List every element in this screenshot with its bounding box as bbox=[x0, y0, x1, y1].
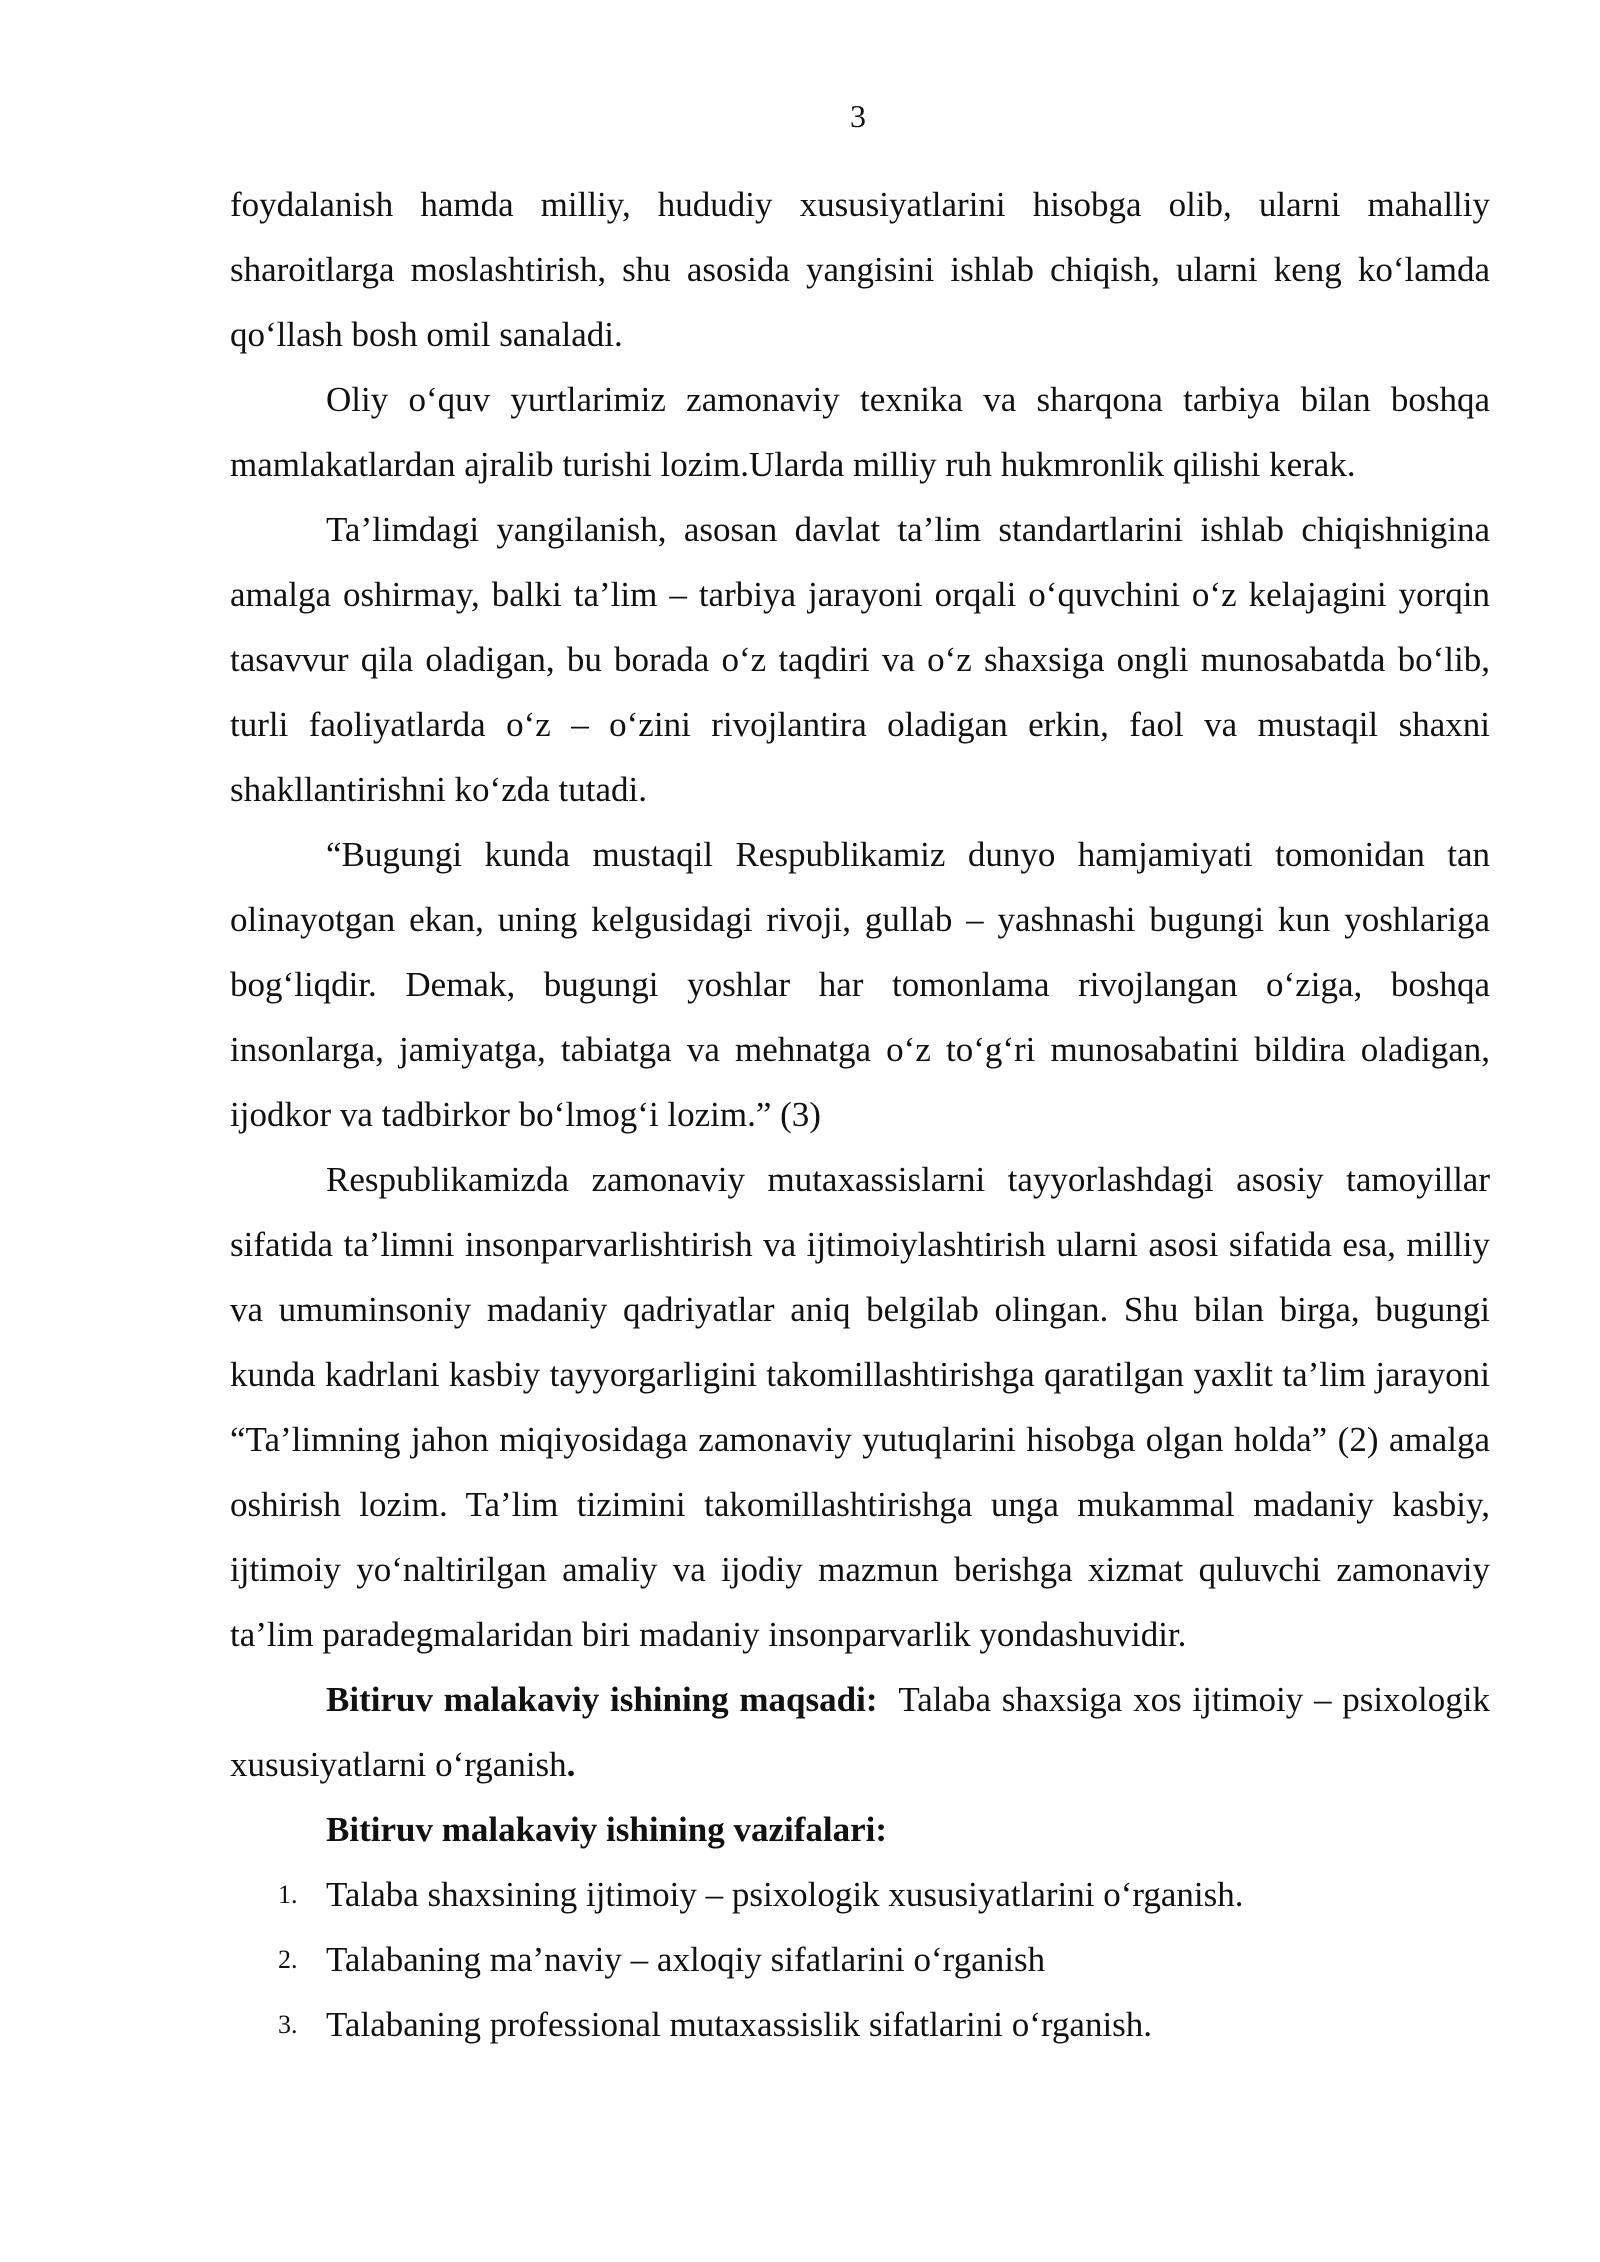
task-text: Talaba shaxsining ijtimoiy – psixologik xususiyatlarini o‘rganish. bbox=[326, 1875, 1244, 1914]
paragraph-4-quote: “Bugungi kunda mustaqil Respublikamiz dunyo hamjamiyati tomonidan tan olinayotgan ekan, uning kelgusidagi rivoji, gullab – yashnashi bugungi kun yoshlariga bog‘liqdir. Demak, bugungi yoshlar har tomonlama rivojlangan o‘ziga, boshqa insonlarga, jamiyatga, tabiatga va mehnatga o‘z to‘g‘ri munosabatini bildira oladigan, ijodkor va tadbirkor bo‘lmog‘i lozim.” (3) bbox=[230, 835, 1490, 1134]
page-number: 3 bbox=[850, 98, 866, 134]
goal-paragraph bbox=[230, 1667, 1490, 1797]
tasks-list bbox=[230, 1862, 1490, 2057]
task-item bbox=[230, 1862, 1490, 1927]
body-text bbox=[230, 172, 1490, 2057]
tasks-heading: Bitiruv malakaviy ishining vazifalari: bbox=[326, 1810, 888, 1849]
paragraph-2: Oliy o‘quv yurtlarimiz zamonaviy texnika va sharqona tarbiya bilan boshqa mamlakatlardan ajralib turishi lozim.Ularda milliy ruh hukmronlik qilishi kerak. bbox=[230, 380, 1490, 484]
paragraph-5: Respublikamizda zamonaviy mutaxassislarni tayyorlashdagi asosiy tamoyillar sifatida ta’limni insonparvarlishtirish va ijtimoiylashtirish ularni asosi sifatida esa, milliy va umuminsoniy madaniy qadriyatlar aniq belgilab olingan. Shu bilan birga, bugungi kunda kadrlani kasbiy tayyorgarligini takomillashtirishga qaratilgan yaxlit ta’lim jarayoni “Ta’limning jahon miqiyosidaga zamonaviy yutuqlarini hisobga olgan holda” (2) amalga oshirish lozim. Ta’lim tizimini takomillashtirishga unga mukammal madaniy kasbiy, ijtimoiy yo‘naltirilgan amaliy va ijodiy mazmun berishga xizmat quluvchi zamonaviy ta’lim paradegmalaridan biri madaniy insonparvarlik yondashuvidir. bbox=[230, 1160, 1490, 1654]
task-number: 3. bbox=[278, 2010, 298, 2039]
paragraph-1: foydalanish hamda milliy, hududiy xususiyatlarini hisobga olib, ularni mahalliy sharoitlarga moslashtirish, shu asosida yangisini ishlab chiqish, ularni keng ko‘lamda qo‘llash bosh omil sanaladi. bbox=[230, 185, 1490, 354]
task-number: 2. bbox=[278, 1945, 298, 1974]
task-text: Talabaning professional mutaxassislik sifatlarini o‘rganish. bbox=[326, 2005, 1153, 2044]
goal-label: Bitiruv malakaviy ishining maqsadi: bbox=[326, 1680, 878, 1719]
goal-text: Talaba shaxsiga xos ijtimoiy – psixologik xususiyatlarni o‘rganish bbox=[230, 1680, 1491, 1784]
task-number: 1. bbox=[278, 1880, 298, 1909]
task-text: Talabaning ma’naviy – axloqiy sifatlarini o‘rganish bbox=[326, 1940, 1046, 1979]
goal-end-mark: . bbox=[566, 1745, 576, 1784]
task-item bbox=[230, 1992, 1490, 2057]
paragraph-3: Ta’limdagi yangilanish, asosan davlat ta’lim standartlarini ishlab chiqishnigina amalga oshirmay, balki ta’lim – tarbiya jarayoni orqali o‘quvchini o‘z kelajagini yorqin tasavvur qila oladigan, bu borada o‘z taqdiri va o‘z shaxsiga ongli munosabatda bo‘lib, turli faoliyatlarda o‘z – o‘zini rivojlantira oladigan erkin, faol va mustaqil shaxni shakllantirishni ko‘zda tutadi. bbox=[230, 510, 1490, 809]
task-item bbox=[230, 1927, 1490, 1992]
